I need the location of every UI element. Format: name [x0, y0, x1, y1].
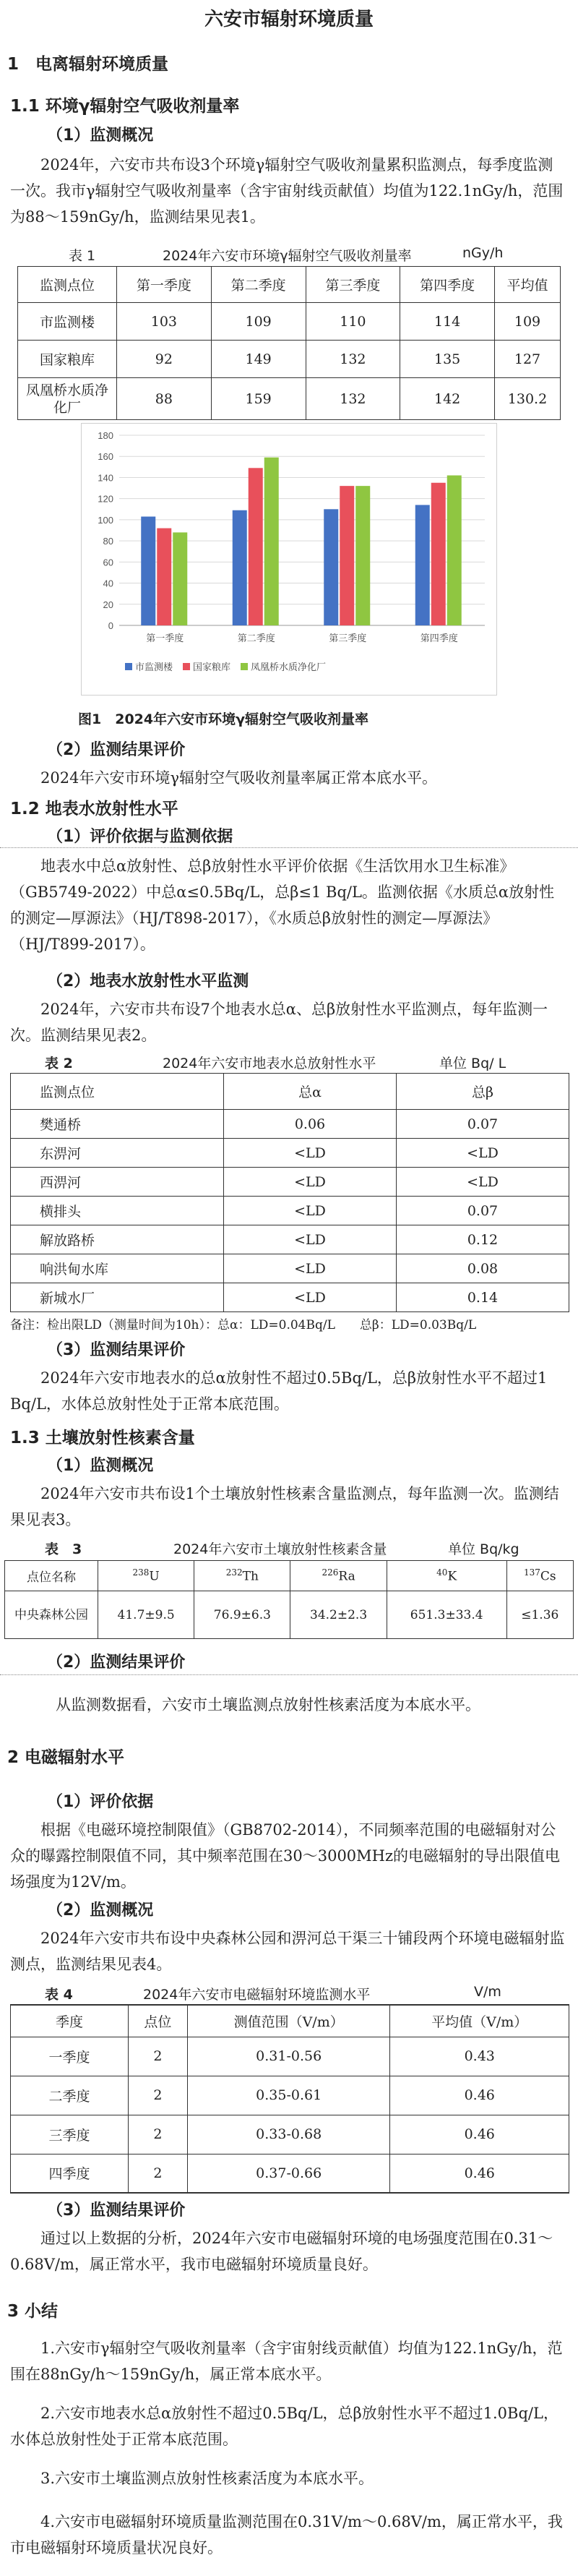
table-cell: 127	[495, 341, 561, 378]
table3-header	[194, 1561, 290, 1591]
table2-unit: 单位 Bq/ L	[439, 1056, 506, 1071]
nuclide-mass: 232	[225, 1567, 243, 1578]
table3-unit: 单位 Bq/kg	[448, 1541, 519, 1557]
x-tick-label: 第一季度	[146, 633, 184, 644]
table-cell: <LD	[224, 1254, 397, 1283]
table-cell: 0.31-0.56	[187, 2037, 390, 2076]
section-1-heading: 1 电离辐射环境质量	[7, 55, 169, 74]
section-1-1-heading: 1.1 环境γ辐射空气吸收剂量率	[10, 97, 240, 116]
table-row	[18, 378, 561, 420]
bar	[233, 510, 247, 625]
table-cell: 凤凰桥水质净化厂	[18, 378, 117, 420]
table-cell: 132	[306, 378, 400, 420]
table-cell: 横排头	[11, 1197, 224, 1225]
table-cell: 新城水厂	[11, 1283, 224, 1312]
x-tick-label: 第二季度	[237, 633, 275, 644]
table-cell: 0.07	[397, 1110, 569, 1139]
nuclide-symbol: Th	[242, 1569, 259, 1584]
s13-result-text: 从监测数据看，六安市土壤监测点放射性核素活度为本底水平。	[56, 1696, 480, 1713]
table-cell: 132	[306, 341, 400, 378]
y-tick-label: 0	[108, 620, 113, 631]
table3-header	[506, 1561, 573, 1591]
y-tick-label: 20	[103, 599, 113, 610]
table-cell: <LD	[224, 1197, 397, 1225]
table-row	[11, 1225, 569, 1254]
s13-overview-heading: （1）监测概况	[47, 1457, 154, 1475]
s13-result-heading: （2）监测结果评价	[47, 1653, 186, 1672]
table-cell: <LD	[224, 1283, 397, 1312]
table-cell: 0.35-0.61	[187, 2076, 390, 2115]
table3-caption: 2024年六安市土壤放射性核素含量	[173, 1541, 387, 1557]
table-row	[11, 1110, 569, 1139]
table1-unit: nGy/h	[462, 245, 504, 261]
s11-overview-heading: （1）监测概况	[47, 127, 154, 145]
table3-header	[98, 1561, 194, 1591]
legend-swatch	[125, 663, 132, 670]
s2-overview-heading: （2）监测概况	[47, 1901, 154, 1920]
table-cell: 2	[129, 2076, 188, 2115]
legend-label: 国家粮库	[193, 662, 231, 673]
table-cell: 0.46	[390, 2154, 569, 2193]
table-cell: 76.9±6.3	[194, 1591, 290, 1639]
bar	[355, 486, 370, 625]
y-tick-label: 120	[98, 493, 113, 505]
table2-caption: 2024年六安市地表水总放射性水平	[163, 1056, 376, 1071]
s11-result-heading: （2）监测结果评价	[47, 741, 186, 759]
s2-basis-heading: （1）评价依据	[47, 1793, 154, 1811]
page-title: 六安市辐射环境质量	[204, 9, 374, 30]
table-cell: <LD	[397, 1139, 569, 1168]
legend-swatch	[241, 663, 248, 670]
table-row	[11, 2076, 569, 2115]
legend-label: 凤凰桥水质净化厂	[251, 662, 327, 673]
table3-header: 点位名称	[5, 1561, 98, 1591]
dotted-divider	[0, 1674, 578, 1675]
figure1-caption: 图1 2024年六安市环境γ辐射空气吸收剂量率	[78, 711, 369, 727]
table-cell: 0.06	[224, 1110, 397, 1139]
bar	[431, 483, 446, 625]
table-row	[11, 1254, 569, 1283]
table-cell: 国家粮库	[18, 341, 117, 378]
table1-header: 平均值	[495, 267, 561, 303]
x-tick-label: 第三季度	[329, 633, 367, 644]
summary-item: 3.六安市土壤监测点放射性核素活度为本底水平。	[40, 2470, 374, 2487]
nuclide-symbol: Ra	[338, 1569, 355, 1584]
bar	[157, 529, 171, 625]
table4	[10, 2004, 569, 2194]
table-cell: 651.3±33.4	[387, 1591, 506, 1639]
table-cell: 92	[117, 341, 212, 378]
table-cell: 0.46	[390, 2115, 569, 2154]
table-cell: 34.2±2.3	[290, 1591, 387, 1639]
table-cell: 四季度	[11, 2154, 129, 2193]
y-tick-label: 160	[98, 451, 113, 463]
bar	[173, 532, 187, 625]
table-cell: 0.14	[397, 1283, 569, 1312]
table-cell: 88	[117, 378, 212, 420]
table4-header: 平均值（V/m）	[390, 2005, 569, 2037]
bar	[447, 476, 462, 625]
table-cell: 解放路桥	[11, 1225, 224, 1254]
bar	[264, 458, 279, 625]
section-1-3-heading: 1.3 土壤放射性核素含量	[10, 1429, 195, 1447]
table4-header: 测值范围（V/m）	[187, 2005, 390, 2037]
table4-label: 表 4	[45, 1987, 73, 2003]
table1-header-row	[18, 267, 561, 303]
table4-header: 点位	[129, 2005, 188, 2037]
s2-overview-text: 2024年六安市共布设中央森林公园和淠河总干渠三十铺段两个环境电磁辐射监测点，监测结果见表4。	[10, 1930, 565, 1973]
table-cell: 市监测楼	[18, 303, 117, 341]
table1-header: 第三季度	[306, 267, 400, 303]
table3-header	[387, 1561, 506, 1591]
table1-header: 第一季度	[117, 267, 212, 303]
chart-frame	[81, 423, 497, 696]
s12-basis-heading: （1）评价依据与监测依据	[47, 828, 233, 846]
table-row	[18, 303, 561, 341]
bar	[324, 509, 338, 625]
table-cell: 2	[129, 2115, 188, 2154]
table-cell: 响洪甸水库	[11, 1254, 224, 1283]
table-cell: 樊通桥	[11, 1110, 224, 1139]
table3-header-row	[5, 1561, 574, 1591]
table1	[17, 266, 561, 420]
legend-swatch	[183, 663, 190, 670]
table1-header: 第二季度	[211, 267, 306, 303]
s12-level-heading: （2）地表水放射性水平监测	[47, 972, 249, 990]
table2	[10, 1073, 569, 1312]
section-1-2-heading: 1.2 地表水放射性水平	[10, 800, 178, 818]
table-cell: 0.12	[397, 1225, 569, 1254]
table4-header: 季度	[11, 2005, 129, 2037]
s2-basis-text: 根据《电磁环境控制限值》（GB8702-2014），不同频率范围的电磁辐射对公众的曝露控制限值不同，其中频率范围在30～3000MHz的电磁辐射的导出限值电场强度为12V/m。	[10, 1821, 561, 1891]
summary-item: 1.六安市γ辐射空气吸收剂量率（含宇宙射线贡献值）均值为122.1nGy/h，范围在88nGy/h～159nGy/h，属正常本底水平。	[10, 2340, 563, 2383]
table-cell: 109	[495, 303, 561, 341]
bar	[415, 505, 430, 625]
table-cell: 0.46	[390, 2076, 569, 2115]
s12-basis-text: 地表水中总α放射性、总β放射性水平评价依据《生活饮用水卫生标准》（GB5749-2022）中总α≤0.5Bq/L，总β≤1 Bq/L。监测依据《水质总α放射性的测定—厚源法》（HJ/T898-2017），《水质总β放射性的测定—厚源法》（HJ/T899-2017）。	[10, 857, 555, 953]
section-3-heading: 3 小结	[7, 2302, 59, 2321]
table-cell: 2	[129, 2037, 188, 2076]
table-row	[11, 1168, 569, 1197]
y-tick-label: 140	[98, 472, 113, 484]
table3-label: 表 3	[45, 1541, 82, 1557]
nuclide-mass: 137	[523, 1567, 540, 1578]
nuclide-mass: 226	[322, 1567, 339, 1578]
table-cell: 0.08	[397, 1254, 569, 1283]
y-tick-label: 60	[103, 557, 113, 568]
bar	[141, 517, 155, 625]
table1-header: 第四季度	[400, 267, 495, 303]
s13-overview-text: 2024年六安市共布设1个土壤放射性核素含量监测点，每年监测一次。监测结果见表3。	[10, 1485, 559, 1528]
table-cell: 三季度	[11, 2115, 129, 2154]
table2-header-row	[11, 1074, 569, 1110]
table-cell: 41.7±9.5	[98, 1591, 194, 1639]
table1-caption: 2024年六安市环境γ辐射空气吸收剂量率	[163, 248, 412, 264]
table-cell: 135	[400, 341, 495, 378]
table2-header: 总β	[397, 1074, 569, 1110]
table-cell: 109	[211, 303, 306, 341]
nuclide-symbol: Cs	[540, 1569, 556, 1584]
table-cell: 110	[306, 303, 400, 341]
table-row	[18, 341, 561, 378]
table-row	[11, 2154, 569, 2193]
x-tick-label: 第四季度	[420, 633, 458, 644]
table-cell: <LD	[224, 1168, 397, 1197]
s11-overview-text: 2024年，六安市共布设3个环境γ辐射空气吸收剂量累积监测点，每季度监测一次。我市γ辐射空气吸收剂量率（含宇宙射线贡献值）均值为122.1nGy/h，范围为88～159nGy/h，监测结果见表1。	[10, 156, 564, 226]
table2-label: 表 2	[45, 1056, 73, 1071]
table-cell: 西淠河	[11, 1168, 224, 1197]
table3-header	[290, 1561, 387, 1591]
table1-label: 表 1	[69, 248, 96, 264]
s2-result-heading: （3）监测结果评价	[47, 2201, 186, 2220]
y-tick-label: 180	[98, 430, 113, 441]
y-tick-label: 100	[98, 514, 113, 526]
table4-header-row	[11, 2005, 569, 2037]
table-cell: 2	[129, 2154, 188, 2193]
table-cell: 114	[400, 303, 495, 341]
y-tick-label: 40	[103, 578, 113, 589]
table-cell: 中央森林公园	[5, 1591, 98, 1639]
nuclide-symbol: K	[447, 1569, 457, 1584]
table-row	[11, 2037, 569, 2076]
y-tick-label: 80	[103, 536, 113, 547]
table-cell: 0.07	[397, 1197, 569, 1225]
table-cell: 东淠河	[11, 1139, 224, 1168]
section-2-heading: 2 电磁辐射水平	[7, 1748, 125, 1767]
table-cell: 0.33-0.68	[187, 2115, 390, 2154]
table-cell: 159	[211, 378, 306, 420]
bar	[340, 486, 354, 625]
dotted-divider	[0, 847, 578, 848]
s12-result-heading: （3）监测结果评价	[47, 1341, 186, 1359]
summary-item: 2.六安市地表水总α放射性不超过0.5Bq/L，总β放射性水平不超过1.0Bq/L，水体总放射性处于正常本底范围。	[10, 2405, 558, 2448]
table2-header: 总α	[224, 1074, 397, 1110]
nuclide-mass: 40	[436, 1567, 448, 1578]
legend-label: 市监测楼	[135, 662, 173, 673]
table-cell: 103	[117, 303, 212, 341]
table-row	[11, 1197, 569, 1225]
table-cell: 一季度	[11, 2037, 129, 2076]
table-cell: ≤1.36	[506, 1591, 573, 1639]
s12-level-text: 2024年，六安市共布设7个地表水总α、总β放射性水平监测点，每年监测一次。监测结果见表2。	[10, 1001, 548, 1044]
table2-note: 备注：检出限LD（测量时间为10h）：总α：LD=0.04Bq/L 总β：LD=0.03Bq/L	[10, 1318, 477, 1332]
table1-header: 监测点位	[18, 267, 117, 303]
bar-chart	[82, 424, 496, 695]
s2-result-text: 通过以上数据的分析，2024年六安市电磁辐射环境的电场强度范围在0.31～0.68V/m，属正常水平，我市电磁辐射环境质量良好。	[10, 2230, 553, 2273]
table-row	[11, 1283, 569, 1312]
table2-header: 监测点位	[11, 1074, 224, 1110]
table4-caption: 2024年六安市电磁辐射环境监测水平	[143, 1987, 371, 2003]
table-row	[5, 1591, 574, 1639]
s11-result-text: 2024年六安市环境γ辐射空气吸收剂量率属正常本底水平。	[40, 769, 437, 787]
table-row	[11, 2115, 569, 2154]
table-row	[11, 1139, 569, 1168]
table-cell: 142	[400, 378, 495, 420]
table-cell: 0.43	[390, 2037, 569, 2076]
table3	[4, 1560, 574, 1639]
table-cell: 149	[211, 341, 306, 378]
nuclide-mass: 238	[132, 1567, 150, 1578]
table-cell: 130.2	[495, 378, 561, 420]
table-cell: 二季度	[11, 2076, 129, 2115]
summary-item: 4.六安市电磁辐射环境质量监测范围在0.31V/m～0.68V/m，属正常水平，我市电磁辐射环境质量状况良好。	[10, 2513, 563, 2556]
table-cell: <LD	[224, 1139, 397, 1168]
nuclide-symbol: U	[149, 1569, 160, 1584]
s12-result-text: 2024年六安市地表水的总α放射性不超过0.5Bq/L，总β放射性水平不超过1 Bq/L，水体总放射性处于正常本底范围。	[10, 1369, 548, 1413]
table-cell: 0.37-0.66	[187, 2154, 390, 2193]
bar	[249, 468, 263, 625]
table4-unit: V/m	[474, 1984, 501, 2000]
table-cell: <LD	[397, 1168, 569, 1197]
table-cell: <LD	[224, 1225, 397, 1254]
